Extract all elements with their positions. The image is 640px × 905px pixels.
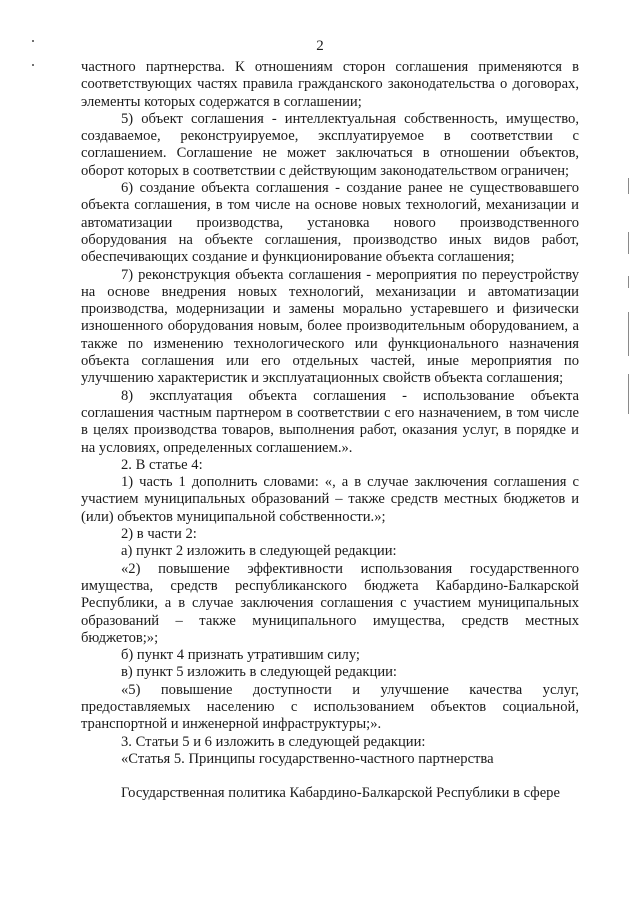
edge-scan-mark — [628, 276, 629, 288]
edge-scan-mark — [628, 232, 629, 254]
paragraph: 3. Статьи 5 и 6 изложить в следующей редакции: — [121, 733, 426, 750]
paragraph: в) пункт 5 изложить в следующей редакции: — [121, 664, 397, 681]
margin-speck — [32, 64, 34, 66]
paragraph: 2) в части 2: — [121, 526, 197, 543]
document-body — [81, 59, 579, 802]
edge-scan-mark — [628, 178, 629, 194]
paragraph: «2) повышение эффективности использования государственного имущества, средств республиканского бюджета Кабардино-Балкарской Республики, а в случае заключения соглашения с участием муниципальных образований – также муниципального имущества, средств местных бюджетов;»; — [81, 560, 579, 646]
paragraph: Государственная политика Кабардино-Балкарской Республики в сфере — [121, 785, 560, 802]
paragraph: а) пункт 2 изложить в следующей редакции: — [121, 543, 397, 560]
page-number: 2 — [316, 38, 324, 54]
paragraph: 1) часть 1 дополнить словами: «, а в случае заключения соглашения с участием муниципальных образований – также средств местных бюджетов и (или) объектов муниципальной собственности.»; — [81, 474, 579, 525]
paragraph: 6) создание объекта соглашения - создание ранее не существовавшего объекта соглашения, в том числе на основе новых технологий, механизации и автоматизации производства, установка нового производственного оборудования на объекте соглашения, производство иных видов работ, обеспечивающих создание и функционирование объекта соглашения; — [81, 180, 579, 266]
paragraph: «5) повышение доступности и улучшение качества услуг, предоставляемых населению с использованием объектов социальной, транспортной и инженерной инфраструктуры;». — [81, 681, 579, 733]
paragraph: частного партнерства. К отношениям сторон соглашения применяются в соответствующих частях правила гражданского законодательства о договорах, элементы которых содержатся в соглашении; — [81, 59, 579, 110]
edge-scan-mark — [628, 312, 629, 356]
edge-scan-mark — [628, 374, 629, 414]
paragraph: 8) эксплуатация объекта соглашения - использование объекта соглашения частным партнером в соответствии с его назначением, в том числе в целях производства товаров, выполнения работ, оказания услуг, в порядке и на условиях, определенных соглашением.». — [81, 387, 579, 456]
article-heading: «Статья 5. Принципы государственно-частного партнерства — [121, 750, 494, 767]
paragraph: 2. В статье 4: — [121, 456, 203, 473]
paragraph: 5) объект соглашения - интеллектуальная собственность, имущество, создаваемое, реконструируемое, эксплуатируемое в соответствии с соглашением. Соглашение не может заключаться в отношении объектов, оборот которых в соответствии с действующим законодательством ограничен; — [81, 110, 579, 179]
paragraph: б) пункт 4 признать утратившим силу; — [121, 647, 360, 664]
paragraph: 7) реконструкция объекта соглашения - мероприятия по переустройству на основе внедрения новых технологий, механизации и автоматизации производства, модернизации и замены морально устаревшего и физически изношенного оборудования новым, более производительным оборудованием, а также по изменению технологического или функционального назначения объекта соглашения или его отдельных частей, иные мероприятия по улучшению характеристик и эксплуатационных свойств объекта соглашения; — [81, 266, 579, 387]
